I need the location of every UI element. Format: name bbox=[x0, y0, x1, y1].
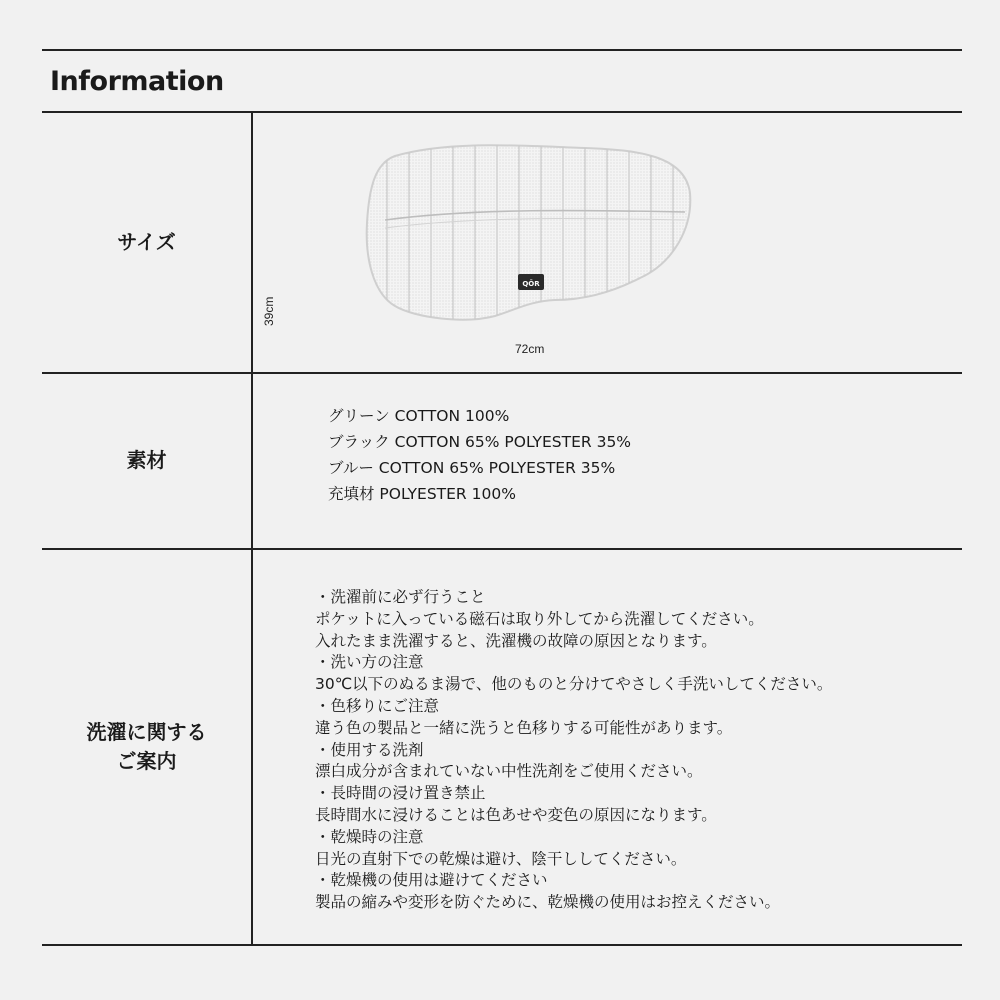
care-text: ポケットに入っている磁石は取り外してから洗濯してください。 bbox=[315, 609, 764, 628]
care-heading: ・洗濯前に必ず行うこと bbox=[315, 588, 486, 606]
care-heading: ・長時間の浸け置き禁止 bbox=[315, 784, 486, 803]
size-label bbox=[42, 112, 251, 372]
care-text: 製品の縮みや変形を防ぐために、乾燥機の使用はお控えください。 bbox=[315, 893, 781, 912]
material-list bbox=[328, 403, 631, 507]
top-divider bbox=[42, 49, 962, 51]
page-title: Information bbox=[50, 66, 224, 97]
material-label-text: 素材 bbox=[126, 448, 167, 472]
material-label bbox=[42, 373, 251, 548]
care-text: 長時間水に浸けることは色あせや変色の原因になります。 bbox=[315, 805, 717, 824]
care-label bbox=[42, 549, 251, 944]
care-text: 入れたまま洗濯すると、洗濯機の故障の原因となります。 bbox=[315, 631, 717, 650]
care-heading: ・色移りにご注意 bbox=[315, 696, 440, 715]
care-heading: ・洗い方の注意 bbox=[315, 653, 424, 672]
care-text: 30℃以下のぬるま湯で、他のものと分けてやさしく手洗いしてください。 bbox=[315, 675, 833, 694]
material-line: 充填材 POLYESTER 100% bbox=[328, 485, 516, 503]
brand-tag-text: QŌR bbox=[522, 280, 540, 288]
cushion-body bbox=[367, 145, 691, 319]
table-bottom-border bbox=[42, 944, 962, 946]
care-label-line1: 洗濯に関する bbox=[86, 719, 207, 744]
column-divider bbox=[251, 112, 253, 945]
care-label-line2: ご案内 bbox=[116, 748, 177, 773]
care-heading: ・乾燥機の使用は避けてください bbox=[315, 871, 548, 890]
width-dimension: 72cm bbox=[515, 342, 545, 356]
care-heading: ・使用する洗剤 bbox=[315, 740, 424, 759]
care-instructions bbox=[315, 587, 832, 914]
care-heading: ・乾燥時の注意 bbox=[315, 827, 424, 846]
product-image bbox=[355, 138, 700, 328]
material-line: グリーン COTTON 100% bbox=[328, 407, 510, 425]
material-line: ブルー COTTON 65% POLYESTER 35% bbox=[328, 459, 616, 477]
size-label-text: サイズ bbox=[117, 229, 176, 254]
care-text: 違う色の製品と一緒に洗うと色移りする可能性があります。 bbox=[315, 718, 733, 737]
care-text: 漂白成分が含まれていない中性洗剤をご使用ください。 bbox=[315, 762, 703, 781]
care-text: 日光の直射下での乾燥は避け、陰干ししてください。 bbox=[315, 849, 687, 868]
height-dimension: 39cm bbox=[262, 296, 276, 326]
material-line: ブラック COTTON 65% POLYESTER 35% bbox=[328, 433, 632, 451]
